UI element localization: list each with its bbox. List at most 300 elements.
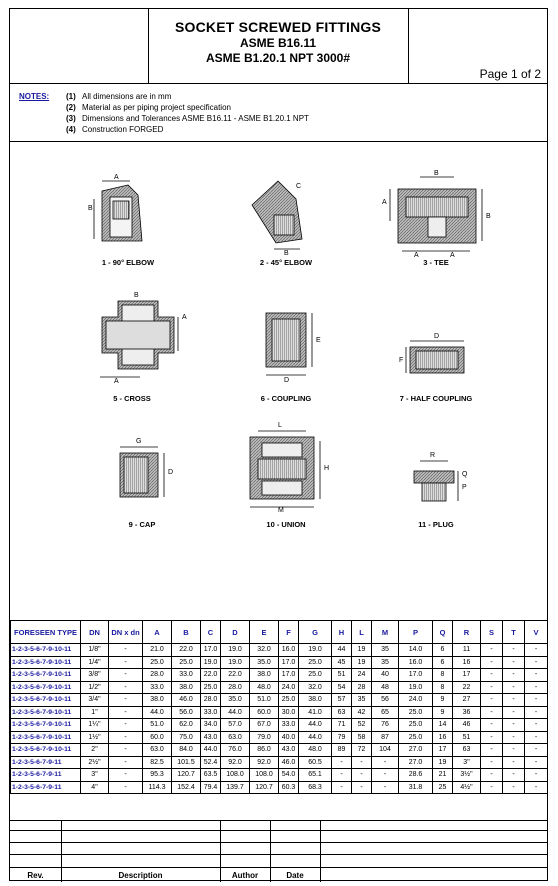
table-cell: 38.0	[172, 681, 201, 694]
table-cell: -	[109, 744, 143, 757]
table-cell: 92.0	[250, 756, 279, 769]
table-cell: 38.0	[250, 669, 279, 682]
table-cell: 17.0	[201, 644, 221, 657]
type-cell: 1-2-3-5-6-7-9-10-11	[11, 694, 81, 707]
table-cell: 1/4"	[81, 656, 109, 669]
note-number: (4)	[66, 125, 76, 134]
column-header: D	[221, 621, 250, 644]
table-cell: 16	[453, 656, 481, 669]
table-cell: -	[525, 744, 548, 757]
table-cell: -	[109, 756, 143, 769]
table-cell: 22.0	[221, 669, 250, 682]
table-cell: 21.0	[143, 644, 172, 657]
table-cell: 41.0	[299, 706, 332, 719]
note-text: Material as per piping project specification	[82, 103, 231, 112]
table-cell: -	[525, 731, 548, 744]
table-cell: 95.3	[143, 769, 172, 782]
column-header: F	[279, 621, 299, 644]
dim-a: A	[182, 314, 187, 321]
table-cell: -	[503, 644, 525, 657]
table-cell: -	[503, 769, 525, 782]
column-header: T	[503, 621, 525, 644]
table-cell: 75.0	[172, 731, 201, 744]
table-cell: 19.0	[299, 644, 332, 657]
table-cell: 4"	[81, 781, 109, 794]
table-cell: 34.0	[201, 719, 221, 732]
table-row	[11, 656, 548, 669]
table-cell: 9	[433, 694, 453, 707]
note-number: (1)	[66, 92, 76, 101]
table-cell: 54.0	[279, 769, 299, 782]
type-cell: 1-2-3-5-6-7-9-11	[11, 781, 81, 794]
table-cell: -	[109, 644, 143, 657]
table-cell: 16.0	[399, 656, 433, 669]
table-cell: 35	[352, 694, 372, 707]
table-cell: -	[503, 781, 525, 794]
title-block	[149, 19, 407, 65]
dim-b: B	[284, 250, 289, 257]
table-cell: -	[525, 719, 548, 732]
table-cell: 32.0	[250, 644, 279, 657]
table-cell: -	[109, 694, 143, 707]
table-cell: -	[503, 656, 525, 669]
dim-e: E	[316, 337, 321, 344]
table-cell: 60.3	[279, 781, 299, 794]
column-header: S	[481, 621, 503, 644]
table-cell: 30.0	[279, 706, 299, 719]
table-cell: -	[332, 781, 352, 794]
note-number: (3)	[66, 114, 76, 123]
table-cell: -	[525, 644, 548, 657]
type-cell: 1-2-3-5-6-7-9-10-11	[11, 669, 81, 682]
union-drawing	[250, 431, 320, 507]
table-cell: 44	[332, 644, 352, 657]
table-cell: -	[481, 731, 503, 744]
column-header: M	[372, 621, 399, 644]
column-header: G	[299, 621, 332, 644]
table-cell: 4½"	[453, 781, 481, 794]
table-cell: 22.0	[201, 669, 221, 682]
table-cell: -	[525, 756, 548, 769]
table-cell: 19	[352, 644, 372, 657]
table-cell: 19	[352, 656, 372, 669]
table-cell: 25.0	[399, 706, 433, 719]
table-cell: 87	[372, 731, 399, 744]
table-row	[11, 706, 548, 719]
table-cell: 25.0	[299, 669, 332, 682]
dim-l: L	[278, 422, 282, 429]
fittings-drawings	[10, 141, 547, 621]
table-cell: 52.4	[201, 756, 221, 769]
table-cell: 28.0	[221, 681, 250, 694]
table-cell: -	[503, 669, 525, 682]
table-row	[11, 756, 548, 769]
column-header: Q	[433, 621, 453, 644]
table-cell: 44.0	[299, 719, 332, 732]
table-cell: 25.0	[172, 656, 201, 669]
table-cell: 22.0	[172, 644, 201, 657]
dim-d: D	[284, 377, 290, 384]
table-cell: 32.0	[299, 681, 332, 694]
table-cell: 24.0	[279, 681, 299, 694]
table-cell: -	[352, 781, 372, 794]
table-cell: 44.0	[201, 744, 221, 757]
table-cell: -	[481, 769, 503, 782]
table-cell: 43.0	[201, 731, 221, 744]
dim-b: B	[434, 170, 439, 177]
table-cell: -	[109, 681, 143, 694]
table-cell: 60.0	[250, 706, 279, 719]
table-cell: 28.6	[399, 769, 433, 782]
type-cell: 1-2-3-5-6-7-9-10-11	[11, 644, 81, 657]
table-cell: 79.4	[201, 781, 221, 794]
table-cell: 19	[433, 756, 453, 769]
table-cell: 63.0	[143, 744, 172, 757]
table-cell: 16	[433, 731, 453, 744]
table-cell: 25.0	[279, 694, 299, 707]
dim-b: B	[88, 205, 93, 212]
table-cell: 51	[453, 731, 481, 744]
table-cell: 45	[332, 656, 352, 669]
table-cell: 71	[332, 719, 352, 732]
note-1	[66, 92, 171, 101]
table-cell: 82.5	[143, 756, 172, 769]
table-cell: -	[109, 769, 143, 782]
column-header: L	[352, 621, 372, 644]
dim-a: A	[114, 378, 119, 385]
table-cell: 56.0	[172, 706, 201, 719]
table-cell: 19.0	[399, 681, 433, 694]
table-cell: 139.7	[221, 781, 250, 794]
table-cell: 76	[372, 719, 399, 732]
elbow-90-drawing	[94, 181, 142, 241]
table-cell: 38.0	[299, 694, 332, 707]
table-cell: 9	[433, 706, 453, 719]
table-cell: -	[525, 681, 548, 694]
logo-box	[10, 9, 149, 83]
table-cell: 48	[372, 681, 399, 694]
cap-drawing	[120, 447, 164, 497]
table-cell: 17	[453, 669, 481, 682]
dim-a: A	[414, 252, 419, 259]
table-cell: 36	[453, 706, 481, 719]
table-cell: 24	[352, 669, 372, 682]
elbow-45-drawing	[252, 181, 302, 249]
table-cell: 1½"	[81, 731, 109, 744]
date-label: Date	[286, 871, 304, 880]
type-cell: 1-2-3-5-6-7-9-10-11	[11, 744, 81, 757]
dimensions-table	[10, 620, 548, 794]
type-cell: 1-2-3-5-6-7-9-11	[11, 769, 81, 782]
table-cell: -	[372, 769, 399, 782]
table-cell: 3/8"	[81, 669, 109, 682]
table-cell: -	[525, 706, 548, 719]
table-cell: -	[352, 756, 372, 769]
table-cell: 25.0	[399, 731, 433, 744]
table-cell: -	[332, 769, 352, 782]
table-cell: 101.5	[172, 756, 201, 769]
table-cell: 108.0	[221, 769, 250, 782]
page-title: SOCKET SCREWED FITTINGS	[174, 19, 382, 35]
coupling-drawing	[266, 313, 312, 375]
table-cell: 21	[433, 769, 453, 782]
table-cell: -	[481, 756, 503, 769]
table-cell: 3"	[81, 769, 109, 782]
rev-label: Rev.	[27, 871, 44, 880]
table-cell: 89	[332, 744, 352, 757]
column-header: H	[332, 621, 352, 644]
caption-elbow-90: 1 - 90° ELBOW	[101, 258, 155, 267]
table-cell: 28.0	[143, 669, 172, 682]
caption-coupling: 6 - COUPLING	[260, 394, 312, 403]
table-cell: 52	[352, 719, 372, 732]
table-cell: 25.0	[143, 656, 172, 669]
dim-a: A	[450, 252, 455, 259]
dim-h: H	[324, 465, 330, 472]
column-header: E	[250, 621, 279, 644]
revision-row	[10, 867, 547, 868]
fittings-drawings-svg	[10, 141, 547, 620]
table-cell: 79	[332, 731, 352, 744]
table-cell: 104	[372, 744, 399, 757]
table-cell: -	[332, 756, 352, 769]
table-cell: 1/2"	[81, 681, 109, 694]
table-cell: 22	[453, 681, 481, 694]
table-cell: -	[503, 681, 525, 694]
revision-row	[10, 854, 547, 855]
dim-f: F	[399, 357, 404, 364]
table-cell: 25.0	[299, 656, 332, 669]
table-cell: 51.0	[143, 719, 172, 732]
table-cell: 35	[372, 656, 399, 669]
table-cell: 11	[453, 644, 481, 657]
table-cell: 25	[433, 781, 453, 794]
table-cell: 35	[372, 644, 399, 657]
table-cell: 6	[433, 656, 453, 669]
caption-plug: 11 - PLUG	[418, 520, 454, 529]
table-cell: -	[109, 781, 143, 794]
table-cell: 57	[332, 694, 352, 707]
note-text: Dimensions and Tolerances ASME B16.11 - ASME B1.20.1 NPT	[82, 114, 309, 123]
table-cell: 2"	[81, 744, 109, 757]
table-cell: 57.0	[221, 719, 250, 732]
table-cell: 1¼"	[81, 719, 109, 732]
table-cell: -	[503, 756, 525, 769]
column-header: DN	[81, 621, 109, 644]
dim-p: P	[462, 484, 467, 491]
type-cell: 1-2-3-5-6-7-9-10-11	[11, 719, 81, 732]
table-cell: -	[525, 781, 548, 794]
table-cell: -	[503, 744, 525, 757]
table-header-row	[11, 621, 548, 644]
type-cell: 1-2-3-5-6-7-9-10-11	[11, 656, 81, 669]
table-cell: 63	[332, 706, 352, 719]
table-cell: 25.0	[201, 681, 221, 694]
note-3	[66, 114, 309, 123]
tee-drawing	[390, 177, 482, 251]
table-cell: 76.0	[221, 744, 250, 757]
table-cell: -	[109, 731, 143, 744]
table-cell: 38.0	[143, 694, 172, 707]
table-body	[11, 644, 548, 794]
table-cell: 40.0	[279, 731, 299, 744]
table-cell: 51.0	[250, 694, 279, 707]
table-cell: 54	[332, 681, 352, 694]
column-header: B	[172, 621, 201, 644]
table-cell: 72	[352, 744, 372, 757]
dim-q: Q	[462, 471, 468, 478]
table-cell: 51	[332, 669, 352, 682]
note-text: Construction FORGED	[82, 125, 164, 134]
dim-d: D	[434, 333, 440, 340]
table-cell: -	[372, 781, 399, 794]
table-cell: -	[109, 719, 143, 732]
table-row	[11, 781, 548, 794]
standard-2: ASME B1.20.1 NPT 3000#	[205, 51, 351, 65]
notes-label: NOTES:	[19, 92, 50, 101]
revision-row	[10, 830, 547, 831]
table-row	[11, 669, 548, 682]
table-cell: -	[481, 644, 503, 657]
table-cell: -	[525, 669, 548, 682]
table-cell: 63.5	[201, 769, 221, 782]
table-cell: 14	[433, 719, 453, 732]
revision-row	[10, 842, 547, 843]
table-cell: 62.0	[172, 719, 201, 732]
column-header: C	[201, 621, 221, 644]
description-label: Description	[118, 871, 163, 880]
table-cell: 8	[433, 681, 453, 694]
table-row	[11, 681, 548, 694]
table-cell: 28.0	[201, 694, 221, 707]
datasheet	[9, 8, 548, 881]
table-row	[11, 694, 548, 707]
plug-drawing	[414, 461, 458, 501]
note-number: (2)	[66, 103, 76, 112]
table-cell: 6	[433, 644, 453, 657]
type-cell: 1-2-3-5-6-7-9-10-11	[11, 681, 81, 694]
dim-m: M	[278, 507, 284, 514]
table-cell: -	[503, 731, 525, 744]
revision-block	[10, 820, 547, 882]
table-cell: 43.0	[279, 744, 299, 757]
revision-divider	[320, 821, 321, 882]
table-cell: 19.0	[221, 656, 250, 669]
column-header: V	[525, 621, 548, 644]
table-cell: 92.0	[221, 756, 250, 769]
table-cell: 108.0	[250, 769, 279, 782]
table-cell: 28	[352, 681, 372, 694]
table-cell: -	[481, 781, 503, 794]
table-cell: -	[503, 694, 525, 707]
table-cell: 17.0	[399, 669, 433, 682]
dim-a: A	[114, 174, 119, 181]
standard-1: ASME B16.11	[239, 36, 317, 50]
table-cell: 46.0	[279, 756, 299, 769]
table-cell: 65.1	[299, 769, 332, 782]
table-row	[11, 744, 548, 757]
table-cell: 33.0	[279, 719, 299, 732]
dim-b: B	[134, 292, 139, 299]
table-cell: 17	[433, 744, 453, 757]
note-4	[66, 125, 163, 134]
table-cell: 65	[372, 706, 399, 719]
type-cell: 1-2-3-5-6-7-9-10-11	[11, 731, 81, 744]
table-cell: 35.0	[221, 694, 250, 707]
table-cell: 27.0	[399, 756, 433, 769]
caption-tee: 3 - TEE	[423, 258, 449, 267]
table-cell: 3½"	[453, 769, 481, 782]
table-cell: 14.0	[399, 644, 433, 657]
table-cell: 114.3	[143, 781, 172, 794]
half-coupling-drawing	[406, 341, 464, 373]
table-cell: 48.0	[299, 744, 332, 757]
table-row	[11, 719, 548, 732]
table-cell: 24.0	[399, 694, 433, 707]
table-row	[11, 731, 548, 744]
table-cell: 44.0	[221, 706, 250, 719]
table-cell: 56	[372, 694, 399, 707]
header	[10, 9, 547, 84]
table-cell: -	[481, 669, 503, 682]
table-cell: 40	[372, 669, 399, 682]
table-cell: 27	[453, 694, 481, 707]
table-cell: 60.0	[143, 731, 172, 744]
table-cell: 27.0	[399, 744, 433, 757]
dim-g: G	[136, 438, 142, 445]
table-cell: 33.0	[201, 706, 221, 719]
table-cell: 8	[433, 669, 453, 682]
table-cell: 1"	[81, 706, 109, 719]
table-cell: -	[525, 694, 548, 707]
table-cell: 35.0	[250, 656, 279, 669]
cross-drawing	[100, 301, 178, 377]
table-cell: 17.0	[279, 656, 299, 669]
table-cell: -	[481, 719, 503, 732]
dim-r: R	[430, 452, 436, 459]
table-cell: 120.7	[172, 769, 201, 782]
table-cell: 16.0	[279, 644, 299, 657]
table-cell: -	[525, 769, 548, 782]
table-cell: -	[372, 756, 399, 769]
table-row	[11, 769, 548, 782]
table-cell: 86.0	[250, 744, 279, 757]
table-cell: 68.3	[299, 781, 332, 794]
table-cell: -	[352, 769, 372, 782]
table-cell: 3/4"	[81, 694, 109, 707]
page-number: Page 1 of 2	[479, 67, 541, 81]
notes-section	[10, 83, 547, 142]
table-cell: -	[109, 706, 143, 719]
table-cell: 48.0	[250, 681, 279, 694]
note-text: All dimensions are in mm	[82, 92, 172, 101]
table-cell: -	[503, 706, 525, 719]
table-cell: -	[503, 719, 525, 732]
dim-a: A	[382, 199, 387, 206]
table-cell: 3"	[453, 756, 481, 769]
table-cell: -	[109, 656, 143, 669]
table-cell: -	[481, 694, 503, 707]
note-2	[66, 103, 231, 112]
column-header: P	[399, 621, 433, 644]
table-cell: 44.0	[299, 731, 332, 744]
table-cell: 44.0	[143, 706, 172, 719]
table-cell: 120.7	[250, 781, 279, 794]
table-cell: 79.0	[250, 731, 279, 744]
table-cell: 33.0	[143, 681, 172, 694]
author-label: Author	[231, 871, 259, 880]
table-cell: 63	[453, 744, 481, 757]
